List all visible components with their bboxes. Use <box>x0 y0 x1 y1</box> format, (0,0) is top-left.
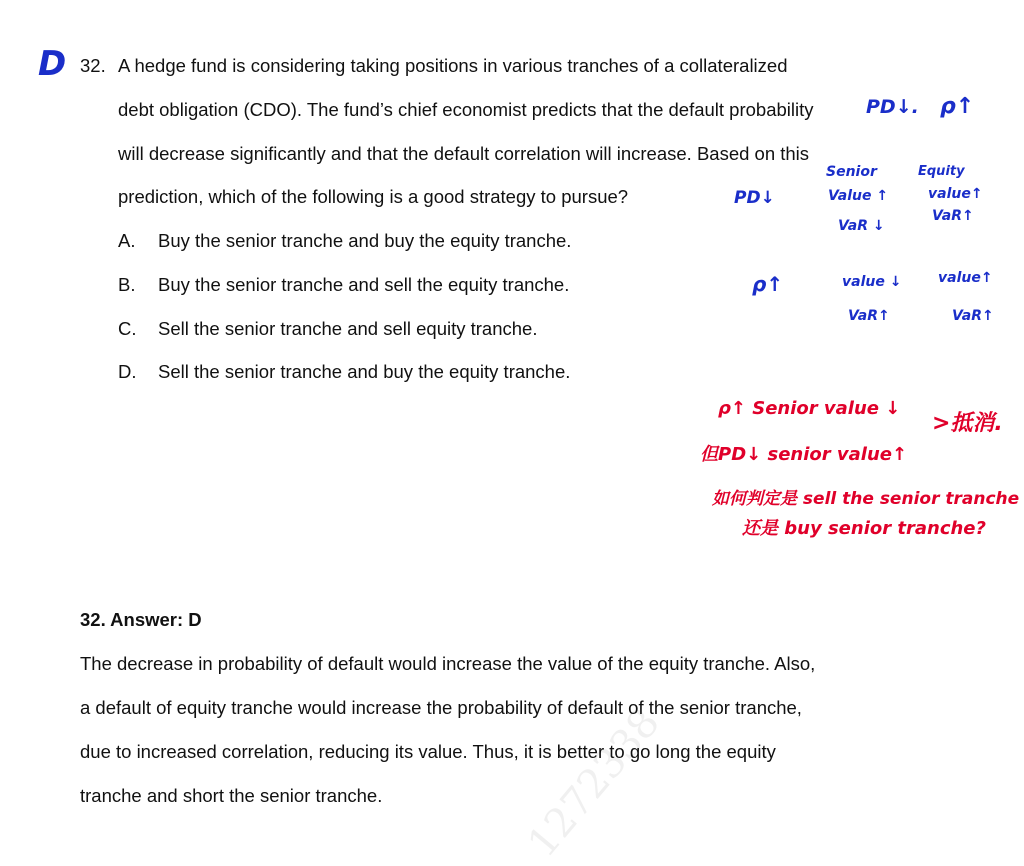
note-senior-var-up: VaR↑ <box>848 308 890 324</box>
note-red-line-2: 但PD↓ senior value↑ <box>700 444 908 465</box>
question-line-3: will decrease significantly and that the default correlation will increase. Based on this <box>118 143 810 164</box>
explanation-line-4: tranche and short the senior tranche. <box>80 785 383 806</box>
note-senior-header: Senior <box>826 164 877 180</box>
option-text: Buy the senior tranche and buy the equity tranche. <box>158 230 572 251</box>
note-red-line-1: ρ↑ Senior value ↓ <box>718 398 901 419</box>
explanation-line-2: a default of equity tranche would increase the probability of default of the senior tranche, <box>80 697 802 718</box>
option-text: Sell the senior tranche and sell equity tranche. <box>158 318 538 339</box>
note-equity-value-up: value↑ <box>928 186 983 202</box>
note-pd-down: PD↓ <box>734 188 775 208</box>
option-letter: B. <box>118 274 136 295</box>
option-letter: A. <box>118 230 136 251</box>
question-line-1: A hedge fund is considering taking positions in various tranches of a collateralized <box>118 55 788 76</box>
note-rho-up-top: ρ↑ <box>940 94 975 119</box>
answer-mark: D <box>38 44 67 84</box>
option-text: Sell the senior tranche and buy the equity tranche. <box>158 361 571 382</box>
note-equity-value-up-2: value↑ <box>938 270 993 286</box>
note-pd-down-top: PD↓. <box>866 96 919 118</box>
answer-title: 32. Answer: D <box>80 609 202 630</box>
option-text: Buy the senior tranche and sell the equity tranche. <box>158 274 570 295</box>
note-red-line-3: 如何判定是 sell the senior tranche <box>712 489 1020 509</box>
explanation-line-3: due to increased correlation, reducing its value. Thus, it is better to go long the equity <box>80 741 776 762</box>
option-letter: C. <box>118 318 137 339</box>
note-equity-var-up: VaR↑ <box>932 208 974 224</box>
question-line-4: prediction, which of the following is a good strategy to pursue? <box>118 186 629 207</box>
watermark: 1272338 <box>519 699 669 866</box>
note-senior-var-down: VaR ↓ <box>838 218 885 234</box>
explanation-line-1: The decrease in probability of default would increase the value of the equity tranche. Also, <box>80 653 816 674</box>
option-letter: D. <box>118 361 137 382</box>
question-number: 32. <box>80 55 106 76</box>
note-senior-value-down: value ↓ <box>842 274 902 290</box>
note-equity-header: Equity <box>918 164 965 179</box>
note-senior-value-up: Value ↑ <box>828 188 889 204</box>
note-red-bracket: >抵消. <box>932 411 1003 436</box>
question-line-2: debt obligation (CDO). The fund’s chief economist predicts that the default probability <box>118 99 814 120</box>
note-equity-var-up-2: VaR↑ <box>952 308 994 324</box>
note-red-line-4: 还是 buy senior tranche? <box>742 518 986 539</box>
note-rho-up: ρ↑ <box>752 272 784 296</box>
